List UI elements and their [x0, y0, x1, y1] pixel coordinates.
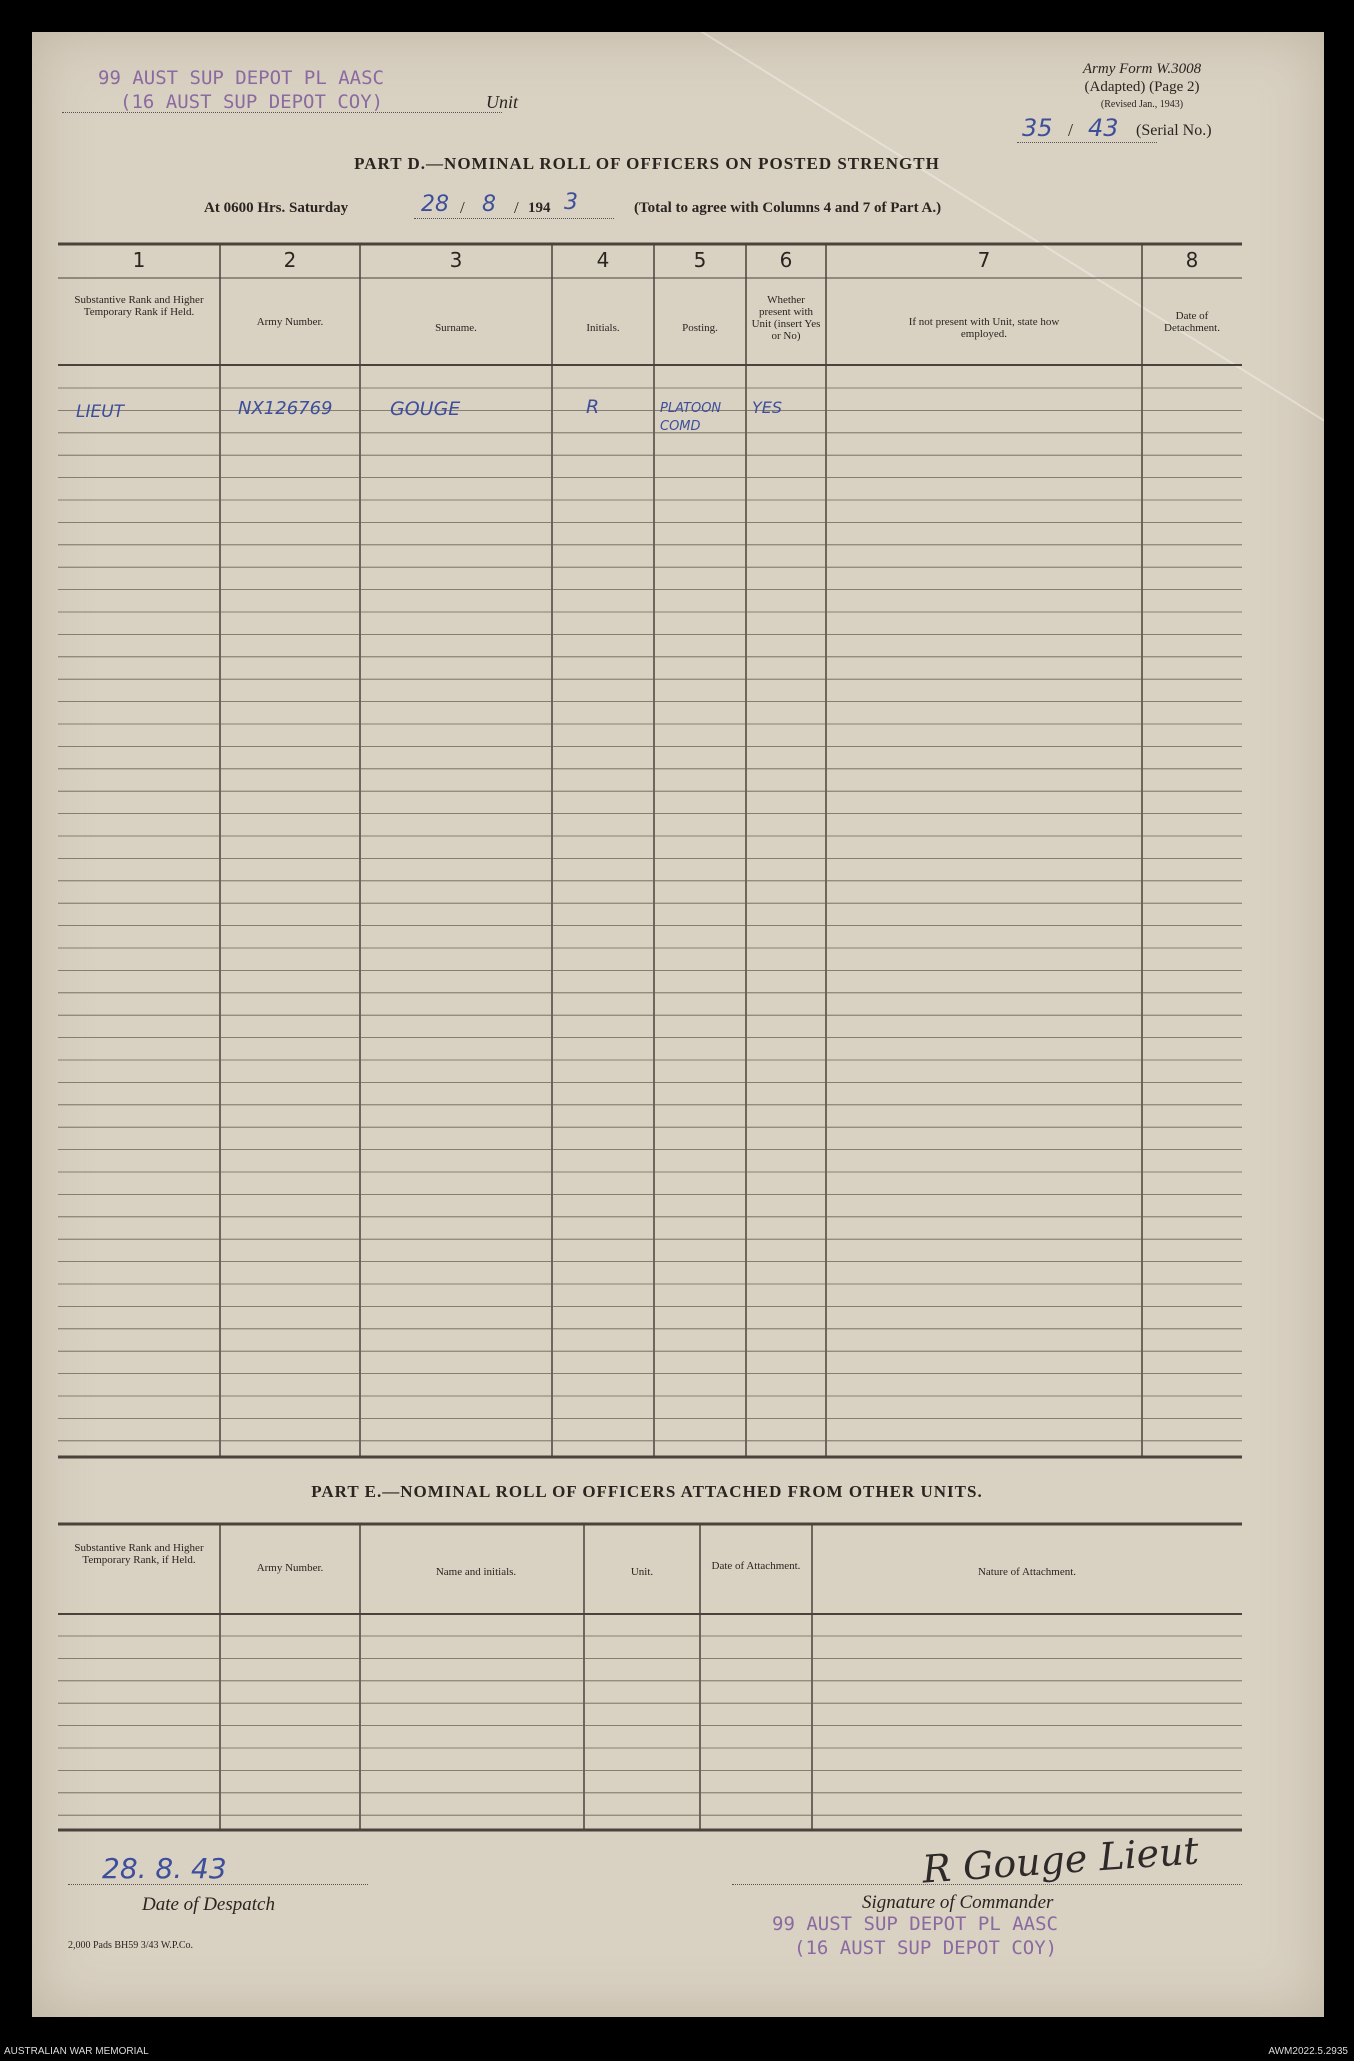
total-note: (Total to agree with Columns 4 and 7 of Part A.): [634, 200, 942, 216]
bottom-stamp: [772, 1912, 1058, 1960]
date-year-prefix: 194: [528, 200, 551, 216]
col-number-8: 8: [1185, 248, 1199, 272]
signature-label: Signature of Commander: [862, 1892, 1054, 1913]
date-prefix: At 0600 Hrs. Saturday: [204, 200, 349, 216]
bottom-stamp-line1: 99 AUST SUP DEPOT PL AASC: [772, 1913, 1058, 1935]
cell-rank: LIEUT: [76, 402, 125, 422]
date-sep-1: /: [460, 198, 465, 217]
header-surname: Surname.: [435, 322, 477, 334]
form-revised: (Revised Jan., 1943): [1100, 99, 1184, 110]
serial-number: 35: [1022, 114, 1053, 142]
cell-army-number: NX126769: [238, 398, 333, 419]
e-header-nature: Nature of Attachment.: [977, 1566, 1077, 1578]
col-number-7: 7: [977, 248, 991, 272]
form-page: [32, 32, 1324, 2017]
col-number-1: 1: [132, 248, 146, 272]
cell-posting: PLATOON COMD: [660, 401, 722, 434]
header-present: Whether present with Unit (insert Yes or No): [751, 294, 821, 342]
caption-right: AWM2022.5.2935: [1268, 2046, 1348, 2057]
serial-separator: /: [1068, 120, 1074, 140]
signature-line: [732, 1884, 1242, 1885]
e-header-army-number: Army Number.: [256, 1562, 324, 1574]
header-detachment: Date of Detachment.: [1164, 310, 1220, 334]
form-adapted: (Adapted) (Page 2): [1084, 79, 1200, 95]
header-initials: Initials.: [586, 322, 620, 334]
unit-label: Unit: [486, 92, 519, 112]
part-e-title: PART E.—NOMINAL ROLL OF OFFICERS ATTACHED FROM OTHER UNITS.: [311, 1482, 983, 1501]
serial-year: 43: [1088, 114, 1119, 142]
serial-label: (Serial No.): [1136, 122, 1212, 139]
header-employed: If not present with Unit, state how employed.: [908, 316, 1060, 340]
e-header-attach-date: Date of Attachment.: [711, 1560, 801, 1572]
header-army-number: Army Number.: [256, 316, 324, 328]
despatch-line: [68, 1884, 368, 1885]
caption-left: AUSTRALIAN WAR MEMORIAL: [4, 2046, 149, 2057]
col-number-5: 5: [693, 248, 707, 272]
date-day: 28: [421, 192, 449, 217]
header-posting: Posting.: [682, 322, 718, 334]
cell-initials: R: [586, 396, 600, 418]
despatch-label: Date of Despatch: [142, 1894, 275, 1915]
unit-stamp-line1: 99 AUST SUP DEPOT PL AASC: [98, 67, 384, 89]
e-header-unit: Unit.: [630, 1566, 654, 1578]
date-year-digit: 3: [564, 190, 578, 215]
unit-stamp-line2: (16 AUST SUP DEPOT COY): [120, 91, 384, 113]
despatch-date: 28. 8. 43: [102, 1852, 227, 1885]
e-header-rank: Substantive Rank and Higher Temporary Rank, if Held.: [74, 1542, 204, 1566]
part-d-title: PART D.—NOMINAL ROLL OF OFFICERS ON POSTED STRENGTH: [354, 154, 940, 173]
col-number-3: 3: [449, 248, 463, 272]
date-month: 8: [482, 192, 496, 217]
col-number-6: 6: [779, 248, 793, 272]
header-rank: Substantive Rank and Higher Temporary Rank if Held.: [74, 294, 204, 318]
e-header-name: Name and initials.: [435, 1566, 517, 1578]
bottom-stamp-line2: (16 AUST SUP DEPOT COY): [794, 1937, 1058, 1959]
col-number-2: 2: [283, 248, 297, 272]
commander-signature: R Gouge Lieut: [920, 1828, 1201, 1892]
print-code: 2,000 Pads BH59 3/43 W.P.Co.: [68, 1940, 194, 1951]
date-sep-2: /: [514, 198, 519, 217]
form-number: Army Form W.3008: [1082, 61, 1202, 77]
cell-surname: GOUGE: [390, 398, 461, 420]
cell-present: YES: [752, 398, 783, 417]
col-number-4: 4: [596, 248, 610, 272]
